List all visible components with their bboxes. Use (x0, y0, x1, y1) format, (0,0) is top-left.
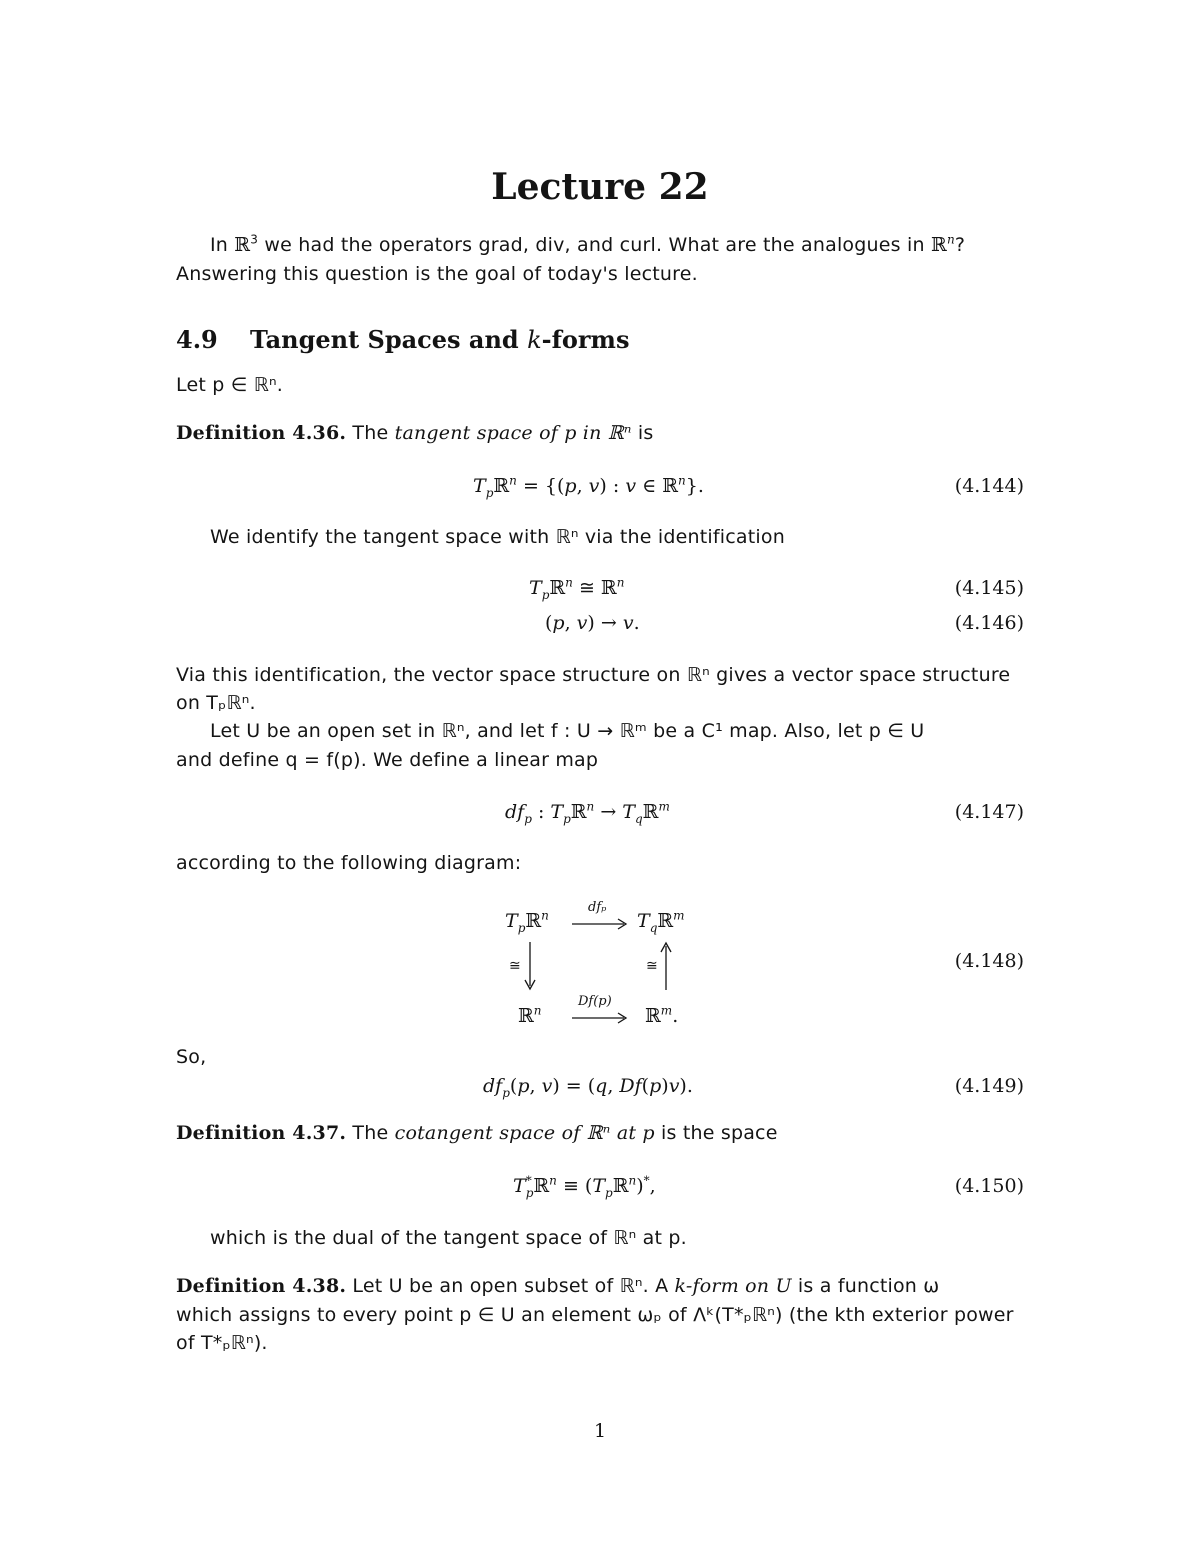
equation-number-4-144: (4.144) (954, 475, 1024, 497)
let-u-line-2: and define q = f(p). We define a linear map (176, 749, 599, 771)
equation-number-4-145: (4.145) (954, 577, 1024, 599)
diagram-top-right: $T_qℝ^m$ (637, 908, 685, 935)
via-line-1: Via this identification, the vector space structure on ℝⁿ gives a vector space structure (176, 664, 1011, 686)
equation-4-150: $T^*_pℝ^n$ ≡ $(T_pℝ^n)^*$, (513, 1173, 656, 1200)
according-text: according to the following diagram: (176, 852, 522, 874)
equation-4-147: $df_p$ : $T_pℝ^n$ → $T_qℝ^m$ (505, 799, 670, 826)
definition-4-38-line-3: of T*ₚℝⁿ). (176, 1332, 268, 1354)
equation-number-4-148: (4.148) (954, 950, 1024, 972)
equation-4-149: $df_p(p$, v) = (q, Df(p)v). (483, 1075, 693, 1100)
diagram-top-arrow-label: dfₚ (588, 900, 607, 915)
diagram-bottom-left: ℝ$^n$ (518, 1003, 542, 1027)
section-heading: 4.9 Tangent Spaces and k-forms (176, 325, 630, 354)
definition-4-38-line-1: Definition 4.38. Let U be an open subset of ℝⁿ. A k-form on U is a function ω (176, 1275, 940, 1297)
definition-4-36: Definition 4.36. The tangent space of p in ℝⁿ is (176, 422, 654, 444)
equation-4-144: $T_pℝ^n = \{(p$, v) : v ∈ ℝ$^n$}. (473, 473, 704, 500)
equation-number-4-149: (4.149) (954, 1075, 1024, 1097)
intro-line-1: In ℝ$^3$ we had the operators grad, div, and curl. What are the analogues in ℝ$^n$? (210, 232, 966, 256)
dual-text: which is the dual of the tangent space of ℝⁿ at p. (210, 1227, 687, 1249)
definition-4-37: Definition 4.37. The cotangent space of ℝⁿ at p is the space (176, 1122, 778, 1144)
intro-line-2: Answering this question is the goal of today's lecture. (176, 263, 698, 285)
let-p-text: Let p ∈ ℝⁿ. (176, 374, 283, 396)
equation-4-145: $T_pℝ^n$ ≅ ℝ$^n$ (529, 575, 625, 602)
diagram-left-iso: ≅ (509, 958, 521, 974)
via-line-2: on Tₚℝⁿ. (176, 692, 256, 714)
diagram-bottom-right: ℝ$^m$. (645, 1003, 679, 1027)
diagram-bottom-arrow-label: Df(p) (578, 994, 612, 1009)
equation-number-4-146: (4.146) (954, 612, 1024, 634)
equation-number-4-150: (4.150) (954, 1175, 1024, 1197)
diagram-right-iso: ≅ (646, 958, 658, 974)
so-text: So, (176, 1046, 207, 1068)
page-number: 1 (593, 1420, 607, 1442)
identify-text: We identify the tangent space with ℝⁿ via the identification (210, 526, 785, 548)
diagram-top-left: $T_pℝ^n$ (505, 908, 549, 935)
definition-4-38-line-2: which assigns to every point p ∈ U an element ωₚ of Λᵏ(T*ₚℝⁿ) (the kth exterior power (176, 1304, 1014, 1326)
let-u-line-1: Let U be an open set in ℝⁿ, and let f : U → ℝᵐ be a C¹ map. Also, let p ∈ U (210, 720, 925, 742)
page-title: Lecture 22 (491, 166, 709, 208)
equation-4-146: (p, v) → v. (545, 612, 640, 634)
equation-number-4-147: (4.147) (954, 801, 1024, 823)
